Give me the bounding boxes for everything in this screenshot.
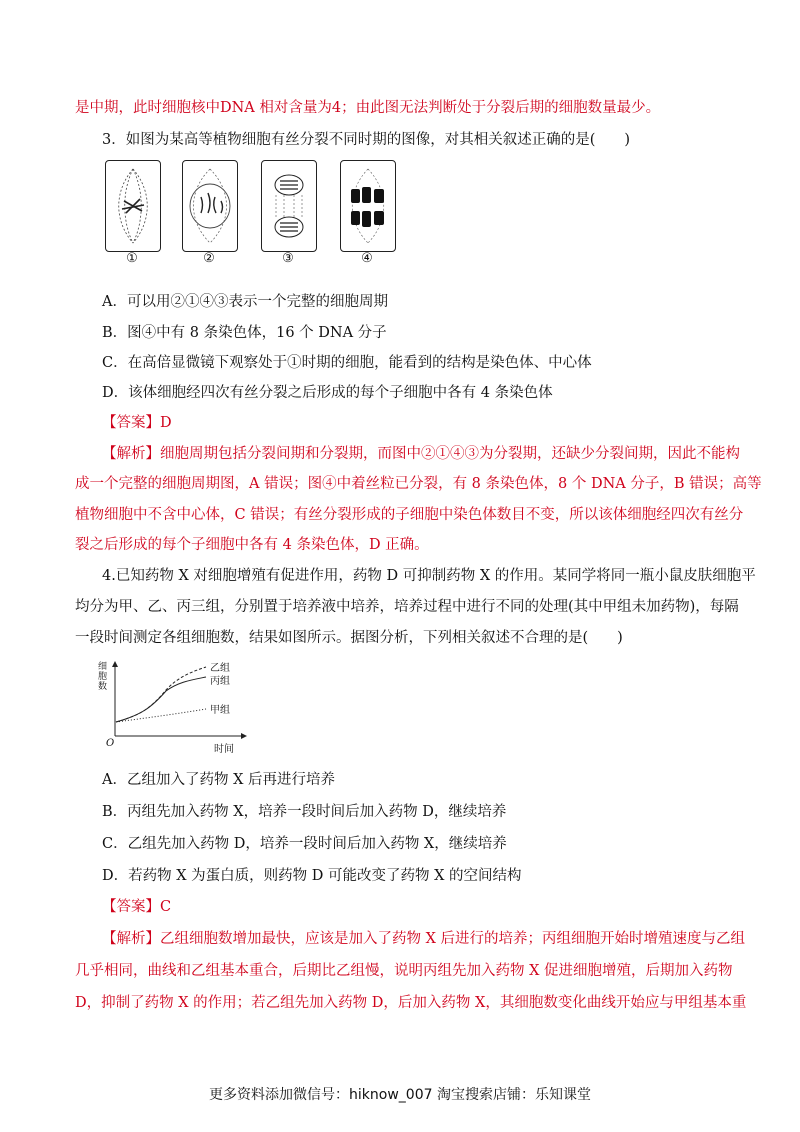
option-4c: C．乙组先加入药物 D，培养一段时间后加入药物 X，继续培养: [102, 836, 507, 852]
prev-explanation-line: 是中期，此时细胞核中DNA 相对含量为4；由此图无法判断处于分裂后期的细胞数量最少。: [75, 100, 661, 116]
cell-label-4: ④: [361, 251, 373, 266]
cell-count-chart: [96, 660, 256, 755]
series-label-yi: 乙组: [210, 663, 230, 674]
question-3: 3．如图为某高等植物细胞有丝分裂不同时期的图像，对其相关叙述正确的是( ): [102, 132, 631, 148]
telophase-cell-icon: [262, 161, 316, 251]
explanation-3-line4: 裂之后形成的每个子细胞中各有 4 条染色体，D 正确。: [75, 537, 429, 553]
explanation-4-line2: 几乎相同，曲线和乙组基本重合，后期比乙组慢，说明丙组先加入药物 X 促进细胞增殖，后期加入药物: [75, 963, 733, 979]
x-axis-label: 时间: [214, 744, 234, 755]
cell-label-2: ②: [203, 251, 215, 266]
question-4-line1: 4.已知药物 X 对细胞增殖有促进作用，药物 D 可抑制药物 X 的作用。某同学将同一瓶小鼠皮肤细胞平: [102, 568, 756, 584]
cell-label-1: ①: [126, 251, 138, 266]
option-3d: D．该体细胞经四次有丝分裂之后形成的每个子细胞中各有 4 条染色体: [102, 385, 553, 401]
prophase-cell-icon: [183, 161, 237, 251]
explanation-4-line3: D，抑制了药物 X 的作用；若乙组先加入药物 D，后加入药物 X，其细胞数变化曲线开始应与甲组基本重: [75, 995, 747, 1011]
series-label-jia: 甲组: [210, 705, 230, 716]
option-4b: B．丙组先加入药物 X，培养一段时间后加入药物 D，继续培养: [102, 804, 507, 820]
series-yi-line: [116, 667, 206, 722]
series-jia-line: [116, 709, 206, 722]
answer-3: 【答案】D: [102, 415, 172, 431]
option-4d: D．若药物 X 为蛋白质，则药物 D 可能改变了药物 X 的空间结构: [102, 868, 522, 884]
cell-figure-2: [182, 160, 238, 252]
explanation-3-line3: 植物细胞中不含中心体，C 错误；有丝分裂形成的子细胞中染色体数目不变，所以该体细胞经四次有丝分: [75, 507, 744, 523]
cell-figure-1: [105, 160, 161, 252]
origin-label: O: [106, 738, 115, 749]
cell-figure-3: [261, 160, 317, 252]
option-4a: A．乙组加入了药物 X 后再进行培养: [102, 772, 336, 788]
series-bing-line: [116, 677, 206, 722]
option-3b: B．图④中有 8 条染色体，16 个 DNA 分子: [102, 325, 387, 341]
chart-svg: [96, 660, 256, 755]
question-4-line2: 均分为甲、乙、丙三组，分别置于培养液中培养，培养过程中进行不同的处理(其中甲组未加药物)，每隔: [75, 599, 739, 615]
explanation-3-line1: 【解析】细胞周期包括分裂间期和分裂期，而图中②①④③为分裂期，还缺少分裂间期，因此不能构: [102, 446, 740, 462]
anaphase-cell-icon: [341, 161, 395, 251]
option-3c: C．在高倍显微镜下观察处于①时期的细胞，能看到的结构是染色体、中心体: [102, 355, 592, 371]
option-3a: A．可以用②①④③表示一个完整的细胞周期: [102, 294, 388, 310]
cell-figure-4: [340, 160, 396, 252]
cell-label-3: ③: [282, 251, 294, 266]
question-4-line3: 一段时间测定各组细胞数，结果如图所示。据图分析，下列相关叙述不合理的是( ): [75, 630, 623, 646]
explanation-3-line2: 成一个完整的细胞周期图，A 错误；图④中着丝粒已分裂，有 8 条染色体，8 个 DNA 分子，B 错误；高等: [75, 476, 762, 492]
answer-4: 【答案】C: [102, 899, 172, 915]
metaphase-cell-icon: [106, 161, 160, 251]
series-label-bing: 丙组: [210, 676, 230, 687]
y-axis-label: 细胞数: [98, 662, 108, 692]
explanation-4-line1: 【解析】乙组细胞数增加最快，应该是加入了药物 X 后进行的培养；丙组细胞开始时增殖速度与乙组: [102, 931, 746, 947]
page-footer: 更多资料添加微信号：hiknow_007 淘宝搜索店铺：乐知课堂: [209, 1087, 591, 1103]
